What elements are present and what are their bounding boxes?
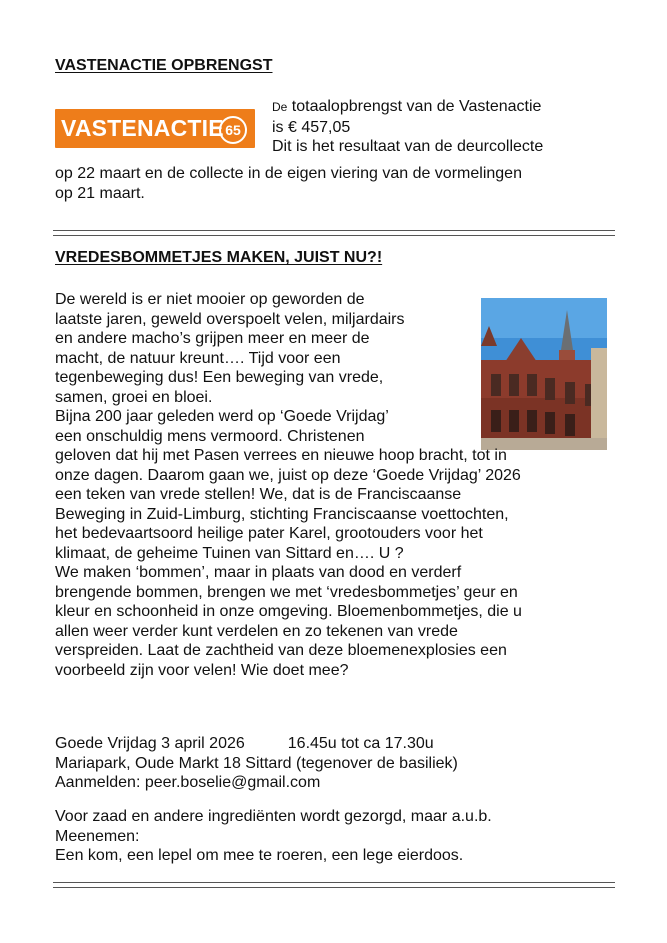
vastenactie-result-text: De totaalopbrengst van de Vastenactie is € 457,05 Dit is het resultaat van de deurcollecte bbox=[272, 98, 544, 155]
vredesbommetjes-heading: VREDESBOMMETJES MAKEN, JUIST NU?! bbox=[55, 249, 383, 266]
section-divider bbox=[53, 230, 615, 236]
bring-along-note: Voor zaad en andere ingrediënten wordt gezorgd, maar a.u.b. Meenemen: Een kom, een lepel om mee te roeren, een lege eierdoos. bbox=[55, 808, 492, 864]
bottom-divider bbox=[53, 882, 615, 888]
event-signup: Aanmelden: peer.boselie@gmail.com bbox=[55, 774, 321, 791]
event-details bbox=[55, 734, 458, 793]
event-time: 16.45u tot ca 17.30u bbox=[287, 735, 434, 752]
vastenactie-logo bbox=[55, 109, 255, 148]
event-date: Goede Vrijdag 3 april 2026 bbox=[55, 735, 245, 752]
event-location: Mariapark, Oude Markt 18 Sittard (tegenover de basiliek) bbox=[55, 754, 458, 772]
vastenactie-result-continued: op 22 maart en de collecte in de eigen viering van de vormelingen op 21 maart. bbox=[55, 165, 522, 202]
logo-badge: 65 bbox=[219, 116, 247, 144]
vastenactie-heading: VASTENACTIE OPBRENGST bbox=[55, 57, 273, 74]
vredesbommetjes-body: De wereld is er niet mooier op geworden de laatste jaren, geweld overspoelt velen, miljardairs en andere macho’s grijpen meer en meer de macht, de natuur kreunt…. Tijd voor een tegenbeweging dus! Een beweging van vrede, samen, groei en bloei. Bijna 200 jaar geleden werd op ‘Goede Vrijdag’ een onschuldig mens vermoord. Christenen geloven dat hij met Pasen verrees en nieuwe hoop bracht, tot in onze dagen. Daarom gaan we, juist op deze ‘Goede Vrijdag’ 2026 een teken van vrede stellen! We, dat is de Franciscaanse Beweging in Zuid-Limburg, stichting Franciscaanse voettochten, het bedevaartsoord heilige pater Karel, grootouders voor het klimaat, de geheime Tuinen van Sittard en…. U ? We maken ‘bommen’, maar in plaats van dood en verderf brengende bommen, brengen we met ‘vredesbommetjes’ geur en kleur en schoonheid in onze omgeving. Bloemenbommetjes, die u allen weer verder kunt verdelen en zo tekenen van vrede verspreiden. Laat de zachtheid van deze bloemenexplosies een voorbeeld zijn voor velen! Wie doet mee? bbox=[55, 291, 522, 679]
vastenactie-logo-text: VASTENACTIE bbox=[61, 115, 224, 141]
